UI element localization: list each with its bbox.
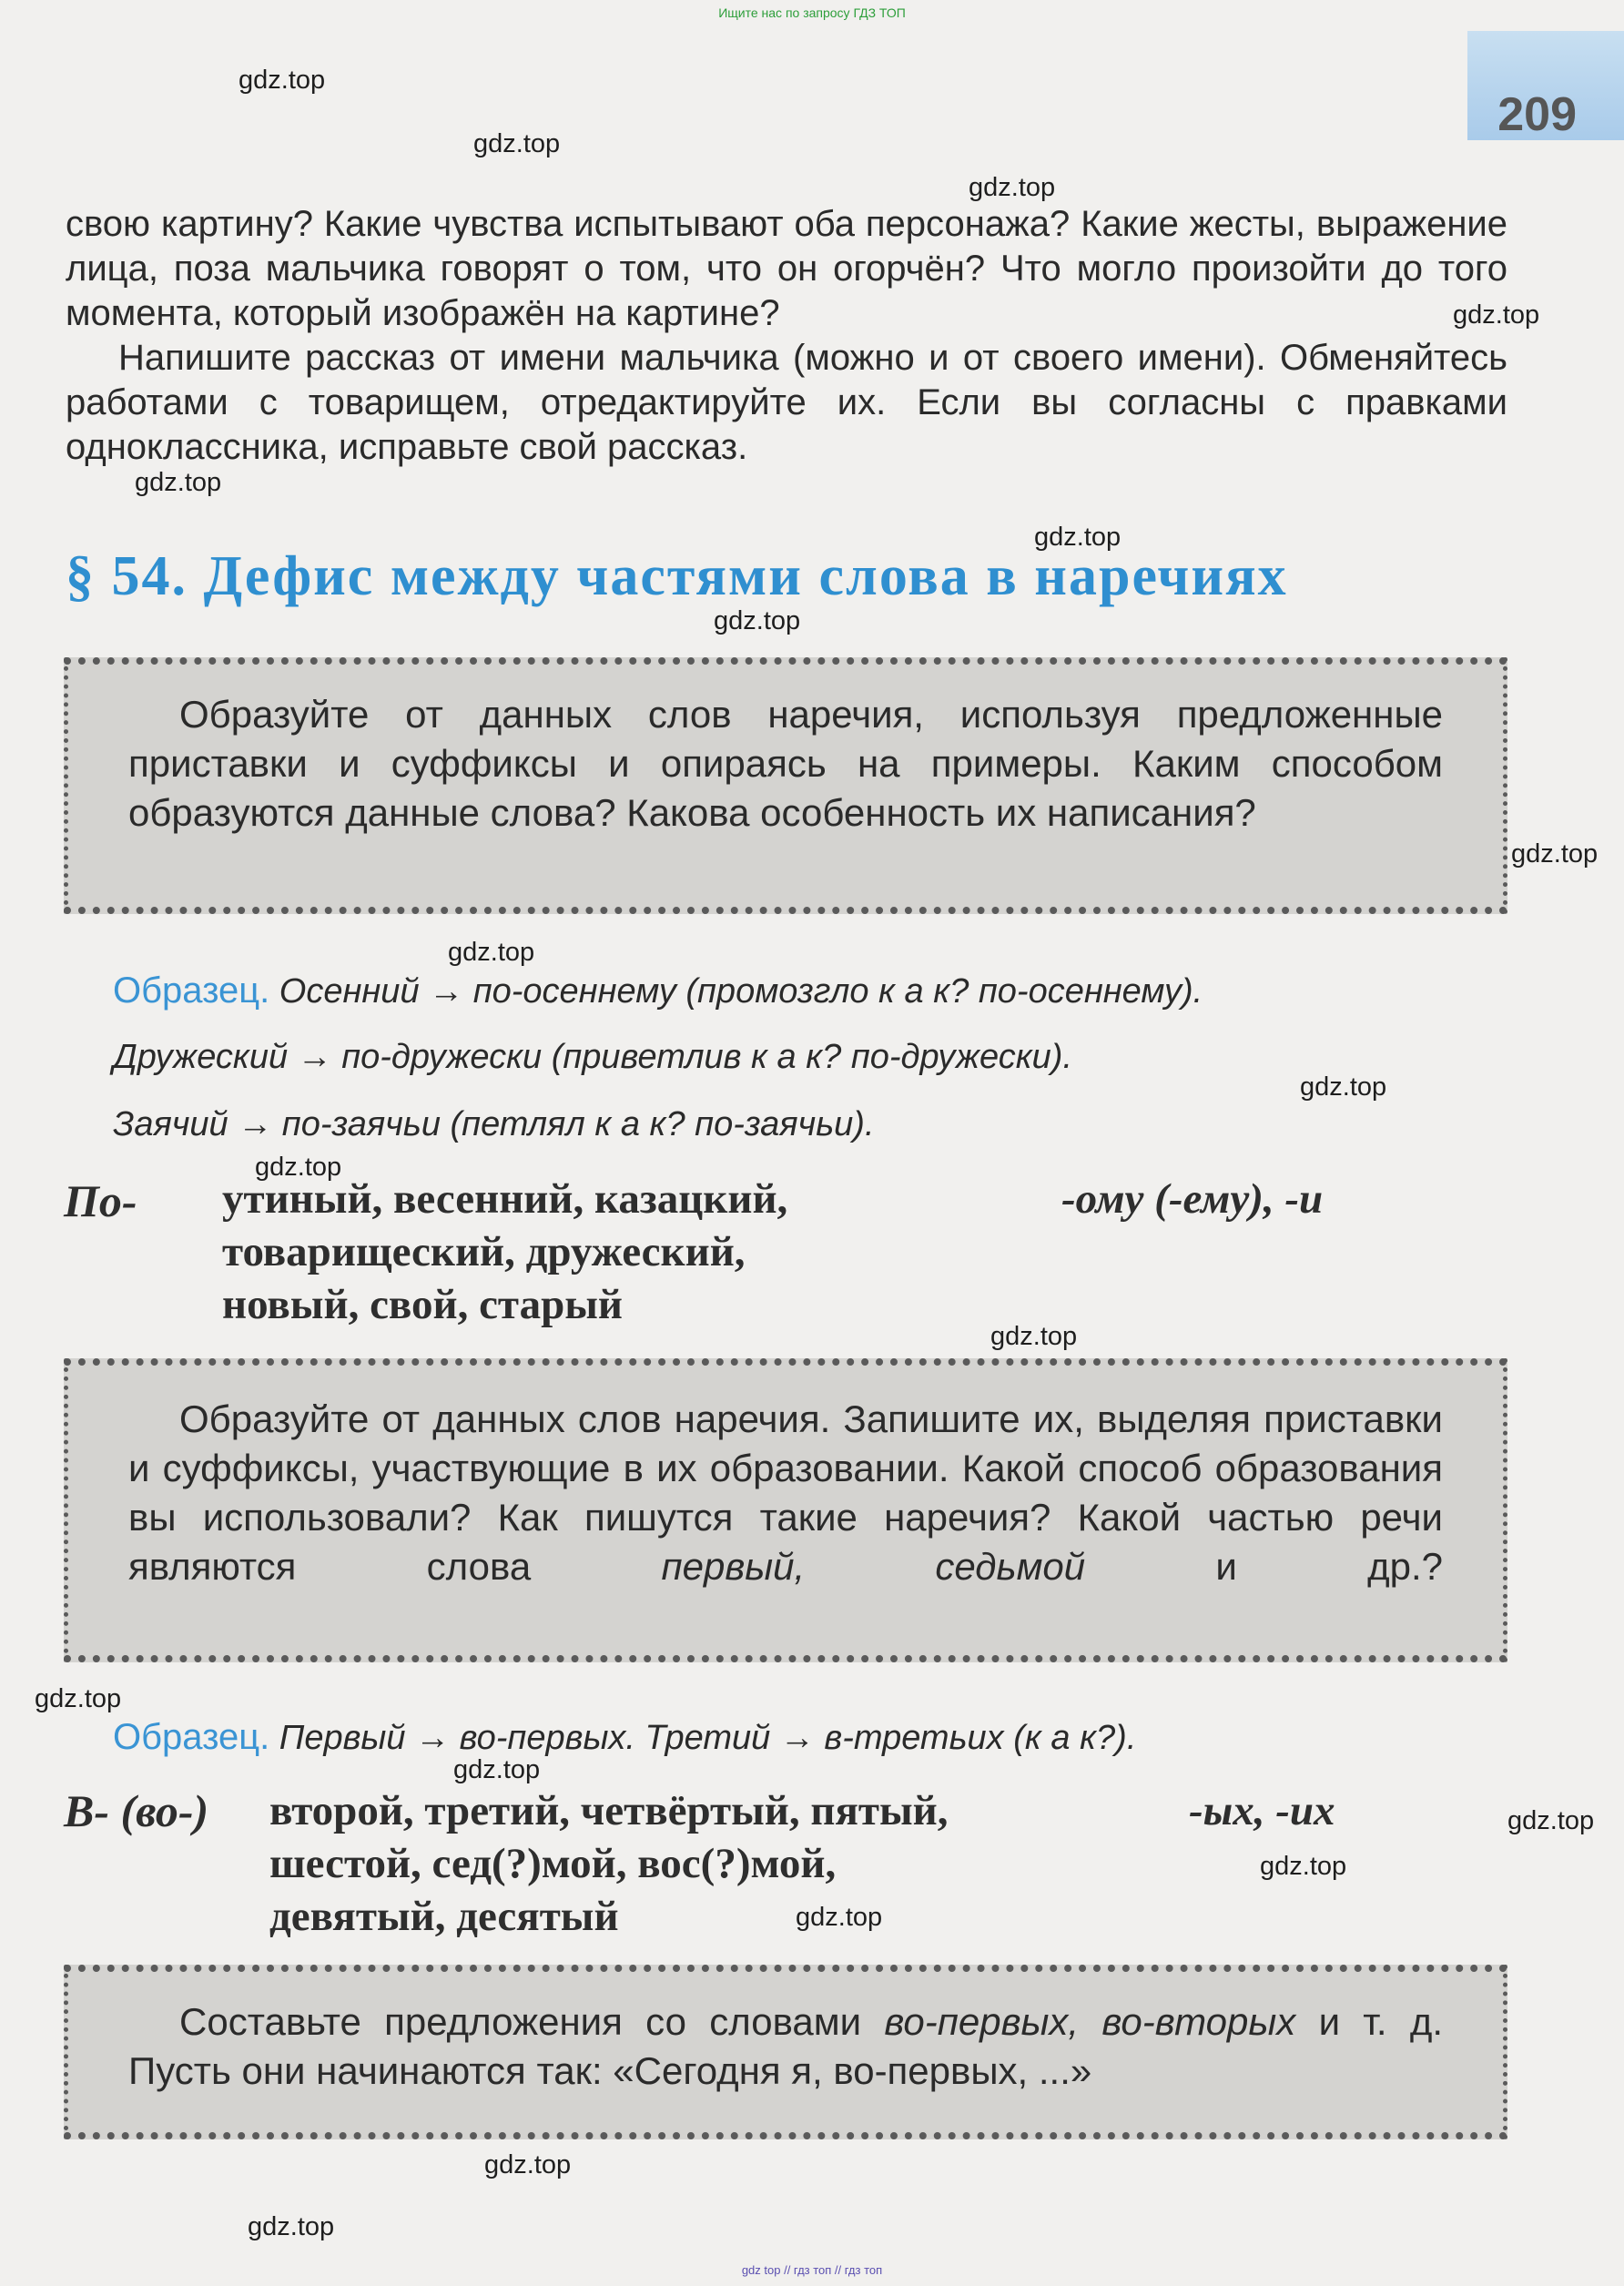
- page-number: 209: [1497, 88, 1577, 141]
- watermark: gdz.top: [135, 468, 222, 497]
- intro-paragraph-1: свою картину? Какие чувства испытывают оба персонажа? Какие жесты, выражение лица, поза мальчика говорят о том, что он огорчён? Что могло произойти до того момента, который изображён на картине?: [66, 204, 1507, 333]
- sample-label: Образец.: [113, 970, 270, 1011]
- watermark: gdz.top: [448, 938, 535, 967]
- intro-paragraph-2: Напишите рассказ от имени мальчика (можно и от своего имени). Обменяйтесь работами с товарищем, отредактируйте их. Если вы согласны с правками одноклассника, исправьте свой рассказ.: [66, 338, 1507, 467]
- sample-1-line-3: Заячий → по-заячьи (петлял к а к? по-заячьи).: [113, 1105, 875, 1143]
- section-title: § 54. Дефис между частями слова в наречиях: [66, 545, 1288, 607]
- word-list-1-line-1: утиный, весенний, казацкий,: [222, 1175, 788, 1223]
- task-2-text: [128, 1395, 1443, 1591]
- watermark: gdz.top: [35, 1684, 122, 1713]
- intro-text: [66, 202, 1507, 470]
- sample-text: Осенний → по-осеннему (промозгло к а к? по-осеннему).: [279, 972, 1203, 1011]
- watermark: gdz.top: [1034, 523, 1122, 552]
- top-banner: Ищите нас по запросу ГДЗ ТОП: [718, 5, 906, 20]
- sample-1-line-2: Дружеский → по-дружески (приветлив к а к? по-дружески).: [113, 1038, 1072, 1076]
- task-3-text-part-2: и т. д. Пусть они начинаются так: «Сегодня я, во-первых, ...»: [128, 2000, 1443, 2092]
- prefix-po: По-: [64, 1175, 137, 1226]
- task-3-text: [128, 1997, 1443, 2096]
- watermark: gdz.top: [255, 1153, 342, 1182]
- task-3-text-italic: во-первых, во-вторых: [884, 2000, 1296, 2043]
- task-box-1: [64, 657, 1507, 914]
- word-list-2-line-3: девятый, десятый: [269, 1893, 619, 1940]
- sample-label: Образец.: [113, 1717, 270, 1757]
- sample-1-line-1: [113, 970, 1203, 1011]
- watermark: gdz.top: [1453, 300, 1540, 330]
- task-box-3: [64, 1965, 1507, 2139]
- watermark: gdz.top: [473, 129, 561, 158]
- word-list-2-suffixes: -ых, -их: [1189, 1787, 1335, 1834]
- watermark: gdz.top: [484, 2150, 572, 2179]
- task-2-text-part-1: Образуйте от данных слов наречия. Запишите их, выделяя приставки и суффиксы, участвующие в их образовании. Какой способ образования вы использовали? Как пишутся такие наречия? Какой частью речи являются слова: [128, 1397, 1443, 1588]
- word-list-2-prefix: [64, 1784, 208, 1839]
- watermark: gdz.top: [969, 173, 1056, 202]
- watermark: gdz.top: [714, 606, 801, 635]
- watermark: gdz.top: [1511, 839, 1599, 869]
- word-list-1-line-3: новый, свой, старый: [222, 1281, 624, 1328]
- word-list-2-line-2: шестой, сед(?)мой, вос(?)мой,: [269, 1840, 837, 1887]
- task-1-text: Образуйте от данных слов наречия, используя предложенные приставки и суффиксы и опираясь на примеры. Каким способом образуются данные слова? Какова особенность их написания?: [128, 693, 1443, 834]
- watermark: gdz.top: [1260, 1852, 1347, 1881]
- word-list-2-line-1: второй, третий, четвёртый, пятый,: [269, 1787, 949, 1834]
- word-list-1-suffixes: -ому (-ему), -и: [1061, 1175, 1324, 1223]
- sample-text: Первый → во-первых. Третий → в-третьих (к а к?).: [279, 1719, 1137, 1757]
- sample-2-line-1: [113, 1717, 1136, 1758]
- task-3-text-part-1: Составьте предложения со словами: [179, 2000, 862, 2043]
- task-2-text-italic: первый, седьмой: [661, 1545, 1086, 1588]
- task-2-text-part-2: и др.?: [1215, 1545, 1443, 1588]
- watermark: gdz.top: [1507, 1806, 1595, 1835]
- bottom-banner: gdz top // гдз топ // гдз топ: [741, 2263, 883, 2277]
- watermark: gdz.top: [248, 2212, 335, 2241]
- word-list-1-line-2: товарищеский, дружеский,: [222, 1228, 746, 1275]
- watermark: gdz.top: [453, 1755, 541, 1784]
- word-list-1-prefix: [64, 1174, 137, 1229]
- watermark: gdz.top: [1300, 1072, 1387, 1102]
- task-box-2: [64, 1358, 1507, 1662]
- watermark: gdz.top: [239, 66, 326, 95]
- watermark: gdz.top: [990, 1322, 1078, 1351]
- prefix-v-vo: В- (во-): [64, 1785, 209, 1836]
- watermark: gdz.top: [796, 1903, 883, 1932]
